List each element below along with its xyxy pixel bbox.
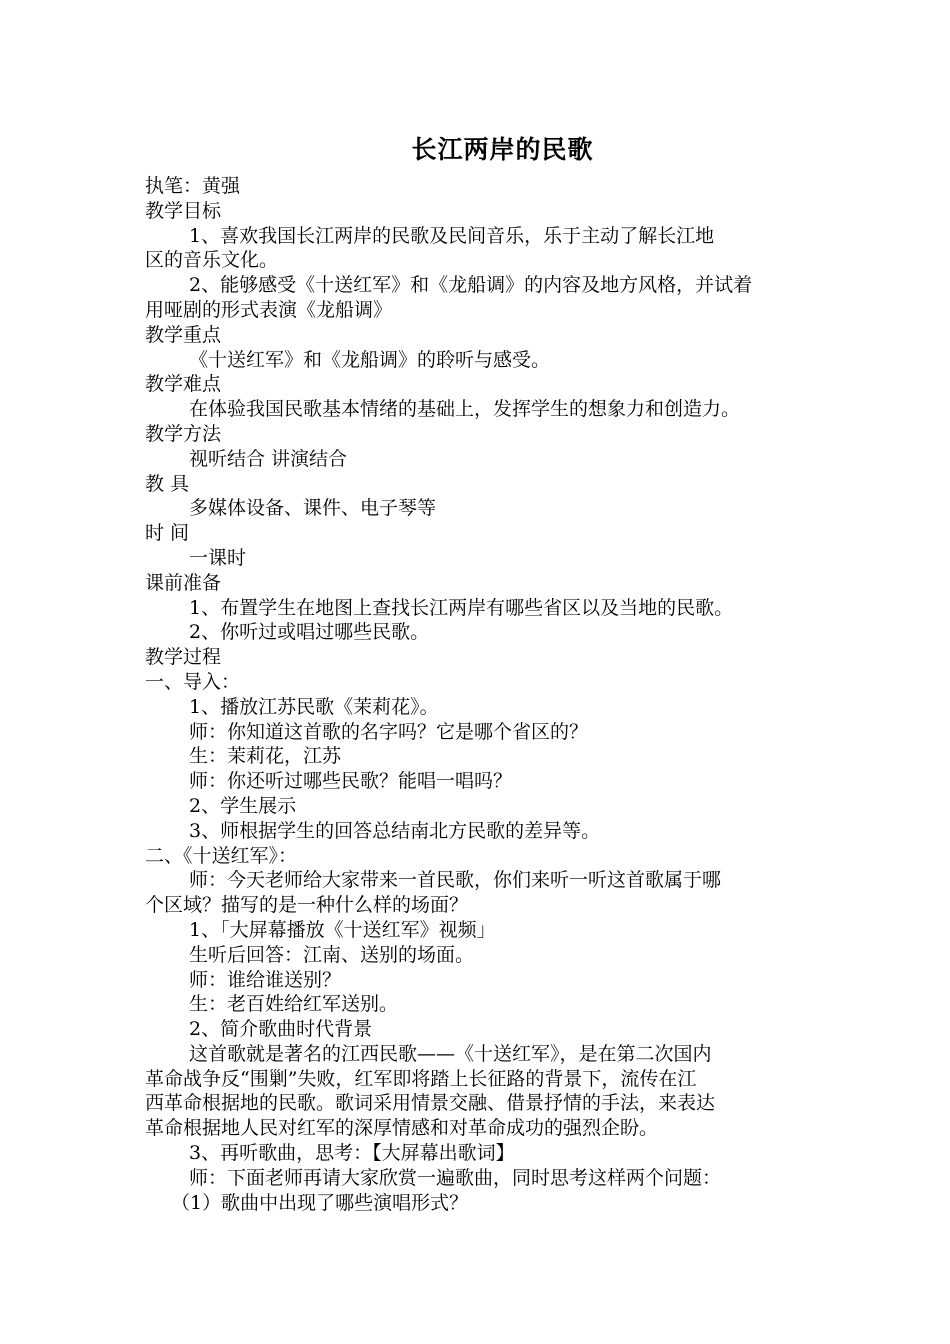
text-line: （1）歌曲中出现了哪些演唱形式？	[171, 1191, 469, 1214]
text-line: 3、师根据学生的回答总结南北方民歌的差异等。	[189, 819, 601, 842]
text-line: 教学难点	[145, 373, 222, 396]
text-line: 教学方法	[145, 422, 222, 445]
text-line: 2、学生展示	[189, 794, 297, 817]
text-line: 这首歌就是著名的江西民歌——《十送红军》，是在第二次国内	[189, 1042, 712, 1065]
text-line: 生听后回答：江南、送别的场面。	[189, 943, 475, 966]
text-line: 教学过程	[145, 646, 222, 669]
text-line: 视听结合 讲演结合	[189, 447, 348, 470]
text-line: 1、播放江苏民歌《茉莉花》。	[189, 695, 439, 718]
text-line: 2、能够感受《十送红军》和《龙船调》的内容及地方风格，并试着	[189, 274, 753, 297]
text-line: 在体验我国民歌基本情绪的基础上，发挥学生的想象力和创造力。	[189, 398, 741, 421]
text-line: 师：谁给谁送别？	[189, 968, 342, 991]
text-line: 一、导入：	[145, 670, 241, 693]
text-line: 用哑剧的形式表演《龙船调》	[145, 298, 393, 321]
text-line: 《十送红军》和《龙船调》的聆听与感受。	[189, 348, 551, 371]
text-line: 西革命根据地的民歌。歌词采用情景交融、借景抒情的手法，来表达	[145, 1092, 716, 1115]
text-line: 区的音乐文化。	[145, 249, 279, 272]
text-line: 师：你知道这首歌的名字吗？它是哪个省区的？	[189, 720, 589, 743]
text-line: 课前准备	[145, 571, 222, 594]
text-line: 一课时	[189, 546, 247, 569]
text-line: 1、布置学生在地图上查找长江两岸有哪些省区以及当地的民歌。	[189, 596, 734, 619]
text-line: 革命根据地人民对红军的深厚情感和对革命成功的强烈企盼。	[145, 1117, 659, 1140]
text-line: 多媒体设备、课件、电子琴等	[189, 497, 437, 520]
text-line: 革命战争反“围剿”失败，红军即将踏上长征路的背景下，流传在江	[145, 1067, 697, 1090]
text-line: 时 间	[145, 522, 190, 545]
text-line: 1、喜欢我国长江两岸的民歌及民间音乐，乐于主动了解长江地	[189, 224, 715, 247]
text-line: 1、「大屏幕播放《十送红军》视频」	[189, 918, 496, 941]
text-line: 教学重点	[145, 323, 222, 346]
text-line: 3、再听歌曲，思考：【大屏幕出歌词】	[189, 1142, 515, 1165]
text-line: 师：今天老师给大家带来一首民歌，你们来听一听这首歌属于哪	[189, 869, 722, 892]
text-line: 生：老百姓给红军送别。	[189, 993, 399, 1016]
text-line: 生：茉莉花，江苏	[189, 745, 342, 768]
text-line: 师：下面老师再请大家欣赏一遍歌曲，同时思考这样两个问题：	[189, 1166, 722, 1189]
text-line: 2、简介歌曲时代背景	[189, 1018, 373, 1041]
document-body	[145, 174, 860, 1215]
text-line: 个区域？描写的是一种什么样的场面？	[145, 894, 469, 917]
text-line: 二、《十送红军》：	[145, 844, 298, 867]
document-title: 长江两岸的民歌	[411, 135, 594, 164]
text-line: 教 具	[145, 472, 190, 495]
text-line: 2、你听过或唱过哪些民歌。	[189, 621, 430, 644]
text-line: 教学目标	[145, 199, 222, 222]
text-line: 师：你还听过哪些民歌？能唱一唱吗？	[189, 770, 513, 793]
text-line: 执笔：黄强	[145, 175, 241, 197]
